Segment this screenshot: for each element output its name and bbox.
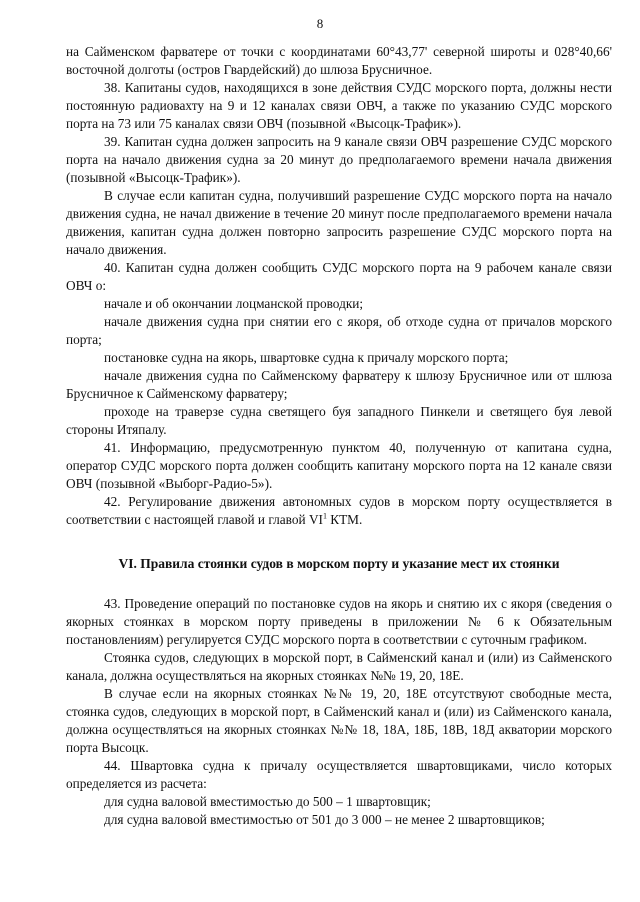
paragraph-39: 39. Капитан судна должен запросить на 9 канале связи ОВЧ разрешение СУДС морского порта на начало движения судна за 20 минут до предполагаемого времени начала движения (позывной «Высоцк-Трафик»). <box>66 134 612 185</box>
list-item-501-to-3000: для судна валовой вместимостью от 501 до 3 000 – не менее 2 швартовщиков; <box>104 812 545 827</box>
page-number: 8 <box>316 16 324 31</box>
paragraph-39-continued: В случае если капитан судна, получивший разрешение СУДС морского порта на начало движения судна, не начал движение в течение 20 минут после предполагаемого времени начала движения, капитан судна должен повторно запросить разрешение СУДС морского порта на начало движения. <box>66 188 612 257</box>
list-item-fairway-movement: начале движения судна по Сайменскому фарватеру к шлюзу Брусничное или от шлюза Брусничное к Сайменскому фарватеру; <box>66 368 612 401</box>
superscript-one: 1 <box>322 511 327 521</box>
paragraph-43-alternative: В случае если на якорных стоянках №№ 19, 20, 18Е отсутствуют свободные места, стоянка судов, следующих в морской порт, в Сайменский канал и (или) из Сайменского канала, должна осуществляться на якорных стоянках №№ 18, 18А, 18Б, 18В, 18Д акватории морского порта Высоцк. <box>66 686 612 755</box>
paragraph-44: 44. Швартовка судна к причалу осуществляется швартовщиками, число которых определяется из расчета: <box>66 758 612 791</box>
paragraph-continuation: на Сайменском фарватере от точки с координатами 60°43,77' северной широты и 028°40,66' восточной долготы (остров Гвардейский) до шлюза Брусничное. <box>66 44 612 77</box>
paragraph-42 <box>66 493 612 529</box>
paragraph-43: 43. Проведение операций по постановке судов на якорь и снятию их с якоря (сведения о якорных стоянках в морском порту приведены в приложении № 6 к Обязательным постановлениям) регулируется СУДС морского порта в соответствии с суточным графиком. <box>66 596 612 647</box>
document-body <box>66 43 612 829</box>
paragraph-43-anchorage: Стоянка судов, следующих в морской порт, в Сайменский канал и (или) из Сайменского канала, должна осуществляться на якорных стоянках №№ 19, 20, 18Е. <box>66 650 612 683</box>
paragraph-42-end: КТМ. <box>326 512 363 527</box>
paragraph-41: 41. Информацию, предусмотренную пунктом 40, полученную от капитана судна, оператор СУДС морского порта должен сообщить капитану морского порта на 12 канале связи ОВЧ (позывной «Выборг-Радио-5»). <box>66 440 612 491</box>
list-item-up-to-500: для судна валовой вместимостью до 500 – 1 швартовщик; <box>104 794 431 809</box>
section-heading: VI. Правила стоянки судов в морском порту и указание мест их стоянки <box>118 556 560 571</box>
list-item-pilotage: начале и об окончании лоцманской проводки; <box>104 296 364 311</box>
list-item-anchoring-mooring: постановке судна на якорь, швартовке судна к причалу морского порта; <box>104 350 509 365</box>
list-item-anchor-departure: начале движения судна при снятии его с якоря, об отходе судна от причалов морского порта; <box>66 314 612 347</box>
paragraph-38: 38. Капитаны судов, находящихся в зоне действия СУДС морского порта, должны нести постоянную радиовахту на 9 и 12 каналах связи ОВЧ, а также по указанию СУДС морского порта на 73 или 75 каналах связи ОВЧ (позывной «Высоцк-Трафик»). <box>66 80 612 131</box>
paragraph-40: 40. Капитан судна должен сообщить СУДС морского порта на 9 рабочем канале связи ОВЧ о: <box>66 260 612 293</box>
paragraph-42-text: 42. Регулирование движения автономных судов в морском порту осуществляется в соответствии с настоящей главой и главой VI <box>66 494 612 527</box>
list-item-buoy-passage: проходе на траверзе судна светящего буя западного Пинкели и светящего буя левой стороны Итяпалу. <box>66 404 612 437</box>
